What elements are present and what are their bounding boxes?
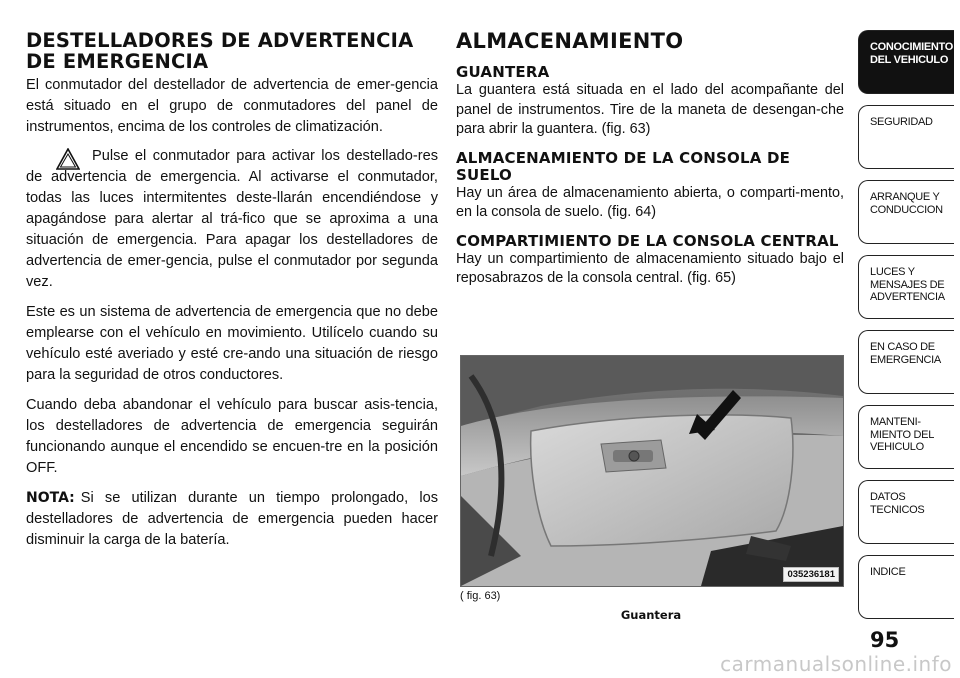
left-column	[26, 30, 438, 551]
warning-triangle-icon	[56, 148, 80, 170]
tab-label: ARRANQUE Y CONDUCCION	[870, 191, 943, 216]
section-title-line1: DESTELLADORES DE ADVERTENCIA	[26, 29, 414, 52]
watermark: carmanualsonline.info	[720, 652, 952, 676]
glovebox-heading: GUANTERA	[456, 63, 550, 81]
center-console-text: Hay un compartimiento de almacenamiento situado bajo el reposabrazos de la consola central. (fig. 65)	[456, 250, 844, 286]
tab-label: INDICE	[870, 566, 906, 578]
glovebox-figure	[460, 355, 844, 587]
figure-reference: ( fig. 63)	[460, 590, 501, 602]
floor-console-text: Hay un área de almacenamiento abierta, o comparti-mento, en la consola de suelo. (fig. 64)	[456, 184, 844, 220]
right-column	[456, 30, 844, 289]
section-title	[26, 30, 438, 72]
tab-label: CONOCIMIENTO DEL VEHICULO	[870, 41, 953, 66]
tab-en-caso-de-emergencia[interactable]	[858, 330, 954, 394]
page-number: 95	[870, 628, 900, 652]
warning-paragraph: Pulse el conmutador para activar los destellado-res de advertencia de emergencia. Al activarse el conmutador, todas las luces intermitentes deste-llarán encendiéndose y apagándose para alertar al trá-fico que se aproxima a una situación de emergencia. Para apagar los destelladores de advertencia de emer-gencia, pulse el conmutador por segunda vez.	[26, 148, 438, 290]
tab-conocimiento-del-vehiculo[interactable]	[858, 30, 954, 94]
note-label: NOTA:	[26, 490, 75, 506]
section-title-line2: DE EMERGENCIA	[26, 50, 209, 73]
tab-label: LUCES Y MENSAJES DE ADVERTENCIA	[870, 266, 945, 303]
note-paragraph	[26, 488, 438, 551]
chapter-tabs	[858, 30, 954, 630]
tab-label: SEGURIDAD	[870, 116, 933, 128]
tab-luces-y-mensajes[interactable]	[858, 255, 954, 319]
figure-code: 035236181	[783, 567, 839, 582]
usage-paragraph: Este es un sistema de advertencia de emergencia que no debe emplearse con el vehículo en movimiento. Utilícelo cuando su vehículo esté averiado y esté cre-ando una situación de riesgo para la seguridad de otros conductores.	[26, 304, 438, 383]
glovebox-photo	[461, 356, 843, 586]
storage-title: ALMACENAMIENTO	[456, 29, 684, 53]
tab-label: EN CASO DE EMERGENCIA	[870, 341, 941, 366]
intro-paragraph: El conmutador del destellador de advertencia de emer-gencia está situado en el grupo de conmutadores del panel de instrumentos, encima de los controles de climatización.	[26, 77, 438, 135]
floor-console-heading: ALMACENAMIENTO DE LA CONSOLA DE SUELO	[456, 148, 791, 184]
tab-arranque-y-conduccion[interactable]	[858, 180, 954, 244]
warning-block	[26, 146, 438, 293]
tab-indice[interactable]	[858, 555, 954, 619]
tab-datos-tecnicos[interactable]	[858, 480, 954, 544]
figure-caption: Guantera	[620, 608, 682, 622]
center-console-heading: COMPARTIMIENTO DE LA CONSOLA CENTRAL	[456, 231, 839, 250]
tab-label: DATOS TECNICOS	[870, 491, 925, 516]
tab-mantenimiento[interactable]	[858, 405, 954, 469]
note-text: Si se utilizan durante un tiempo prolongado, los destelladores de advertencia de emergencia pueden hacer disminuir la carga de la batería.	[26, 490, 438, 548]
off-position-paragraph: Cuando deba abandonar el vehículo para buscar asis-tencia, los destelladores de advertencia de emergencia seguirán funcionando aunque el encendido se encuen-tre en la posición OFF.	[26, 397, 438, 476]
tab-seguridad[interactable]	[858, 105, 954, 169]
glovebox-text: La guantera está situada en el lado del acompañante del panel de instrumentos. Tire de la maneta de desengan-che para abrir la guantera. (fig. 63)	[456, 82, 844, 137]
tab-label: MANTENI- MIENTO DEL VEHICULO	[870, 416, 935, 453]
